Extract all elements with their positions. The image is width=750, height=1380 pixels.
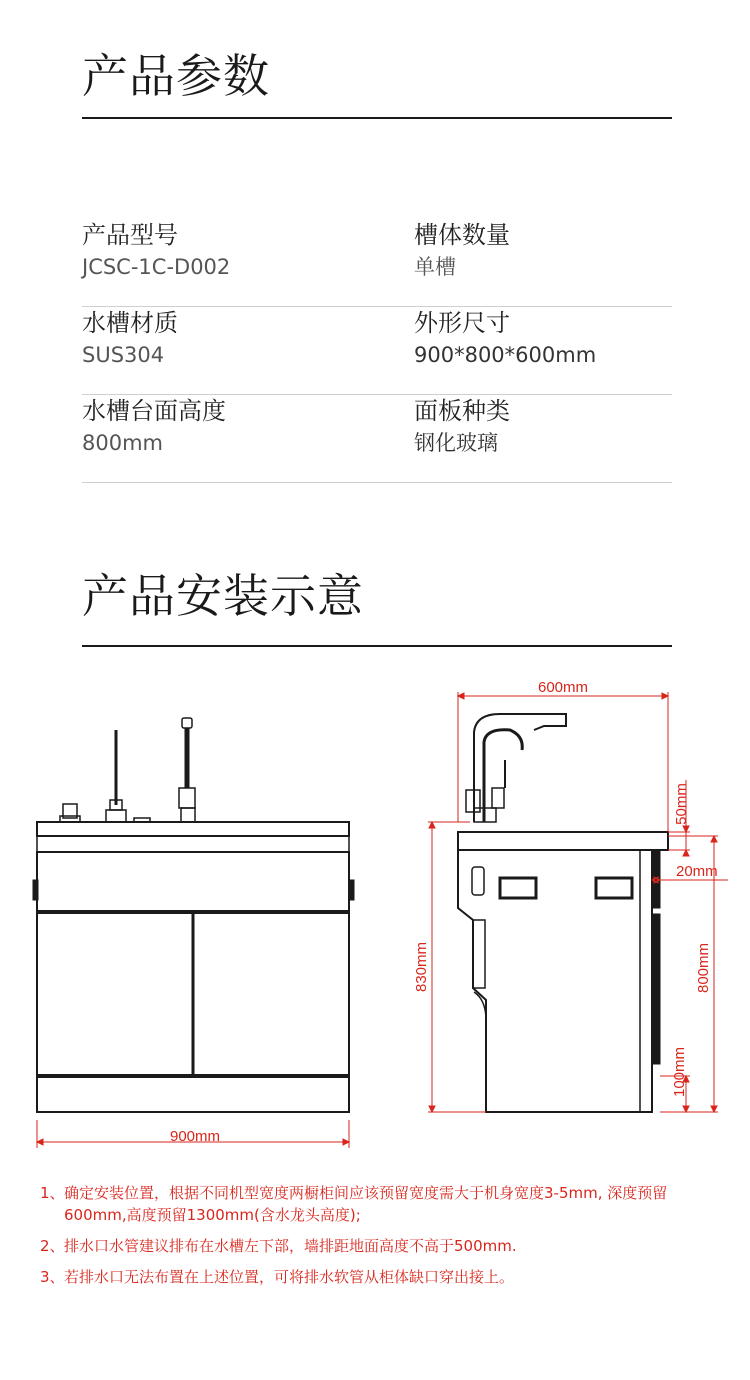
spec-row: [82, 218, 672, 307]
note-text: 若排水口无法布置在上述位置，可将排水软管从柜体缺口穿出接上。: [64, 1268, 515, 1286]
note-item: [40, 1182, 720, 1226]
spec-value: 800mm: [82, 431, 163, 455]
dim-toe-kick-label: 100mm: [671, 1046, 688, 1098]
dim-counter-height-label: 800mm: [695, 942, 712, 994]
dim-top-offset-label: 50mm: [673, 783, 690, 825]
spec-label: 槽体数量: [414, 221, 510, 249]
drain-pipe: [473, 920, 485, 988]
dim-panel-offset-label: 20mm: [676, 863, 718, 880]
note-text: 确定安装位置，根据不同机型宽度两橱柜间应该预留宽度需大于机身宽度3-5mm, 深度预留600mm,高度预留1300mm(含水龙头高度);: [64, 1184, 668, 1224]
params-title-rule: [82, 117, 672, 119]
side-countertop: [458, 832, 668, 850]
install-title: 产品安装示意: [82, 569, 364, 623]
spec-value: 钢化玻璃: [414, 431, 498, 455]
note-number: 1、: [40, 1184, 65, 1202]
install-notes: [40, 1182, 720, 1297]
spec-label: 外形尺寸: [414, 309, 510, 337]
spec-cell: [82, 218, 382, 282]
side-body: [458, 850, 652, 1112]
dim-front-width-label: 900mm: [169, 1128, 221, 1145]
spec-cell: [414, 218, 714, 282]
front-band: [37, 836, 349, 852]
note-item: [40, 1266, 720, 1288]
note-number: 2、: [40, 1237, 65, 1255]
dim-side-depth-label: 600mm: [537, 679, 589, 696]
spec-value: SUS304: [82, 343, 165, 367]
dim-total-height-label: 830mm: [413, 941, 430, 993]
side-view: [458, 714, 668, 1112]
note-item: [40, 1235, 720, 1257]
install-title-rule: [82, 645, 672, 647]
front-drawer: [37, 852, 349, 912]
spec-value: 单槽: [414, 255, 456, 279]
spec-cell: [414, 306, 714, 370]
spec-cell: [82, 306, 382, 370]
front-countertop: [37, 822, 349, 836]
spec-label: 产品型号: [82, 221, 178, 249]
side-faucet: [474, 714, 566, 822]
front-plinth: [37, 1076, 349, 1112]
spec-label: 水槽材质: [82, 309, 178, 337]
front-handle-right: [349, 880, 354, 900]
spec-cell: [82, 394, 382, 458]
spec-value: 900*800*600mm: [414, 343, 597, 367]
spec-value: JCSC-1C-D002: [82, 255, 231, 279]
spec-row: [82, 306, 672, 395]
spec-label: 水槽台面高度: [82, 397, 226, 425]
installation-diagram: [0, 670, 750, 1160]
note-number: 3、: [40, 1268, 65, 1286]
spec-cell: [414, 394, 714, 458]
front-handle-left: [33, 880, 38, 900]
main-faucet: [182, 718, 192, 728]
spec-row: [82, 394, 672, 483]
side-panel-lower: [652, 914, 660, 1064]
front-view: [33, 718, 354, 1112]
side-handle-2: [596, 878, 632, 898]
note-text: 排水口水管建议排布在水槽左下部，墙排距地面高度不高于500mm.: [64, 1237, 517, 1255]
params-title: 产品参数: [82, 49, 270, 103]
spec-label: 面板种类: [414, 397, 510, 425]
side-handle-1: [500, 878, 536, 898]
